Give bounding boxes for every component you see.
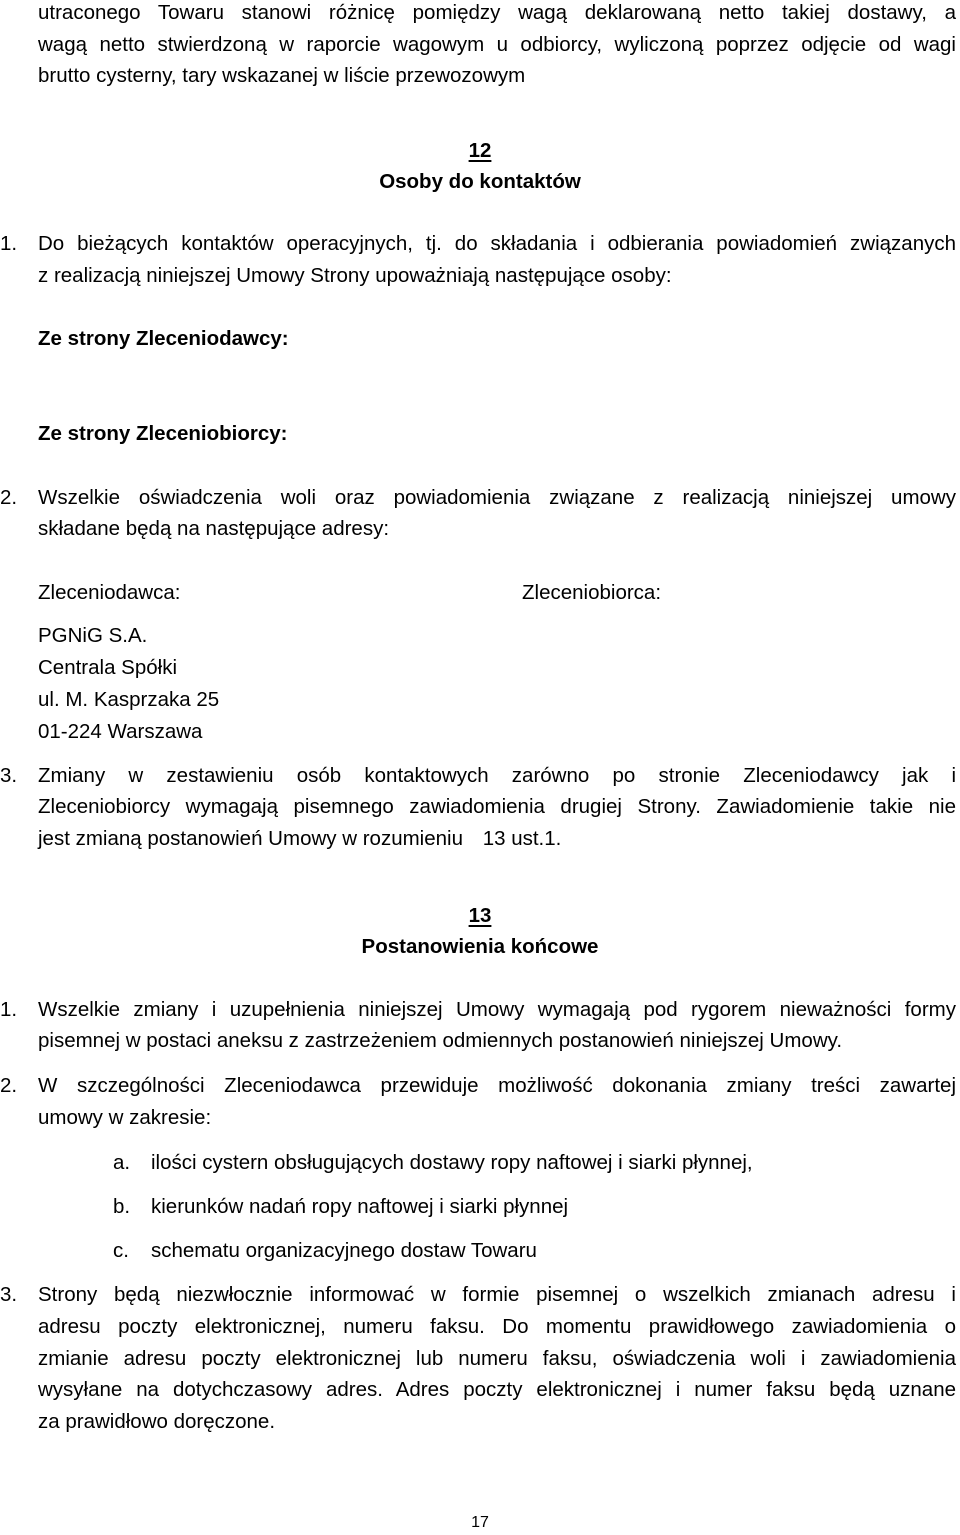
sec12-p3-line-3 bbox=[38, 829, 561, 850]
address-line: 01-224 Warszawa bbox=[38, 720, 203, 743]
intro-line-2: wagą netto stwierdzoną w raporcie wagowym u odbiorcy, wyliczoną poprzez odjęcie od wagi bbox=[38, 33, 956, 56]
list-item-letter: b. bbox=[113, 1195, 131, 1218]
sec12-p1-line-1: Do bieżących kontaktów operacyjnych, tj. do składania i odbierania powiadomień związanych bbox=[38, 232, 956, 255]
intro-line-3: brutto cysterny, tary wskazanej w liście przewozowym bbox=[38, 64, 526, 87]
sec12-p2-number: 2. bbox=[0, 486, 18, 509]
sec13-p3-line-4: wysyłane na dotychczasowy adres. Adres poczty elektronicznej i numer faksu będą uznane bbox=[38, 1378, 956, 1401]
list-item-text: schematu organizacyjnego dostaw Towaru bbox=[151, 1239, 537, 1262]
sec12-p2-line-2: składane będą na następujące adresy: bbox=[38, 517, 390, 540]
sec12-p1-line-2: z realizacją niniejszej Umowy Strony upoważniają następujące osoby: bbox=[38, 264, 672, 287]
section-12-number bbox=[0, 141, 960, 162]
sec12-p3-line-2: Zleceniobiorcy wymagają pisemnego zawiadomienia drugiej Strony. Zawiadomienie takie nie bbox=[38, 795, 956, 818]
address-label-zleceniobiorca: Zleceniobiorca: bbox=[522, 581, 662, 604]
sec12-p3-line-1: Zmiany w zestawieniu osób kontaktowych zarówno po stronie Zleceniodawcy jak i bbox=[38, 764, 956, 787]
section-13-number bbox=[0, 906, 960, 927]
list-item-text: ilości cystern obsługujących dostawy ropy naftowej i siarki płynnej, bbox=[151, 1151, 753, 1174]
sec13-p2-line-2: umowy w zakresie: bbox=[38, 1106, 212, 1129]
sec13-p3-number: 3. bbox=[0, 1283, 18, 1306]
sec12-p3-number: 3. bbox=[0, 764, 18, 787]
list-item-letter: c. bbox=[113, 1239, 129, 1262]
section-13-heading-number: 13 bbox=[468, 904, 492, 927]
sec13-p1-line-2: pisemnej w postaci aneksu z zastrzeżeniem odmiennych postanowień niniejszej Umowy. bbox=[38, 1029, 843, 1052]
sec13-p1-line-1: Wszelkie zmiany i uzupełnienia niniejszej Umowy wymagają pod rygorem nieważności formy bbox=[38, 998, 956, 1021]
sec13-p3-line-1: Strony będą niezwłocznie informować w formie pisemnej o wszelkich zmianach adresu i bbox=[38, 1283, 956, 1306]
sec12-p3-line-3-text: jest zmianą postanowień Umowy w rozumieniu bbox=[38, 827, 463, 850]
party-label-zleceniobiorca: Ze strony Zleceniobiorcy: bbox=[38, 422, 288, 445]
sec12-p3-reference: 13 ust.1. bbox=[482, 827, 562, 850]
list-item-text: kierunków nadań ropy naftowej i siarki płynnej bbox=[151, 1195, 569, 1218]
party-label-zleceniodawca: Ze strony Zleceniodawcy: bbox=[38, 327, 289, 350]
address-line: ul. M. Kasprzaka 25 bbox=[38, 688, 220, 711]
sec13-p3-line-3: zmianie adresu poczty elektronicznej lub numeru faksu, oświadczenia woli i zawiadomienia bbox=[38, 1347, 956, 1370]
address-line: PGNiG S.A. bbox=[38, 624, 148, 647]
list-item-letter: a. bbox=[113, 1151, 131, 1174]
sec12-p2-line-1: Wszelkie oświadczenia woli oraz powiadomienia związane z realizacją niniejszej umowy bbox=[38, 486, 956, 509]
section-12-title: Osoby do kontaktów bbox=[379, 170, 581, 193]
section-13-title: Postanowienia końcowe bbox=[361, 935, 599, 958]
address-line: Centrala Spółki bbox=[38, 656, 178, 679]
sec13-p3-line-5: za prawidłowo doręczone. bbox=[38, 1410, 276, 1433]
section-12-heading-number: 12 bbox=[468, 139, 492, 162]
sec13-p2-number: 2. bbox=[0, 1074, 18, 1097]
sec13-p1-number: 1. bbox=[0, 998, 18, 1021]
address-label-zleceniodawca: Zleceniodawca: bbox=[38, 581, 181, 604]
intro-line-1: utraconego Towaru stanowi różnicę pomiędzy wagą deklarowaną netto takiej dostawy, a bbox=[38, 1, 956, 24]
sec13-p2-line-1: W szczególności Zleceniodawca przewiduje możliwość dokonania zmiany treści zawartej bbox=[38, 1074, 956, 1097]
sec12-p1-number: 1. bbox=[0, 232, 18, 255]
page-number: 17 bbox=[471, 1514, 489, 1531]
sec13-p3-line-2: adresu poczty elektronicznej, numeru faksu. Do momentu prawidłowego zawiadomienia o bbox=[38, 1315, 956, 1338]
